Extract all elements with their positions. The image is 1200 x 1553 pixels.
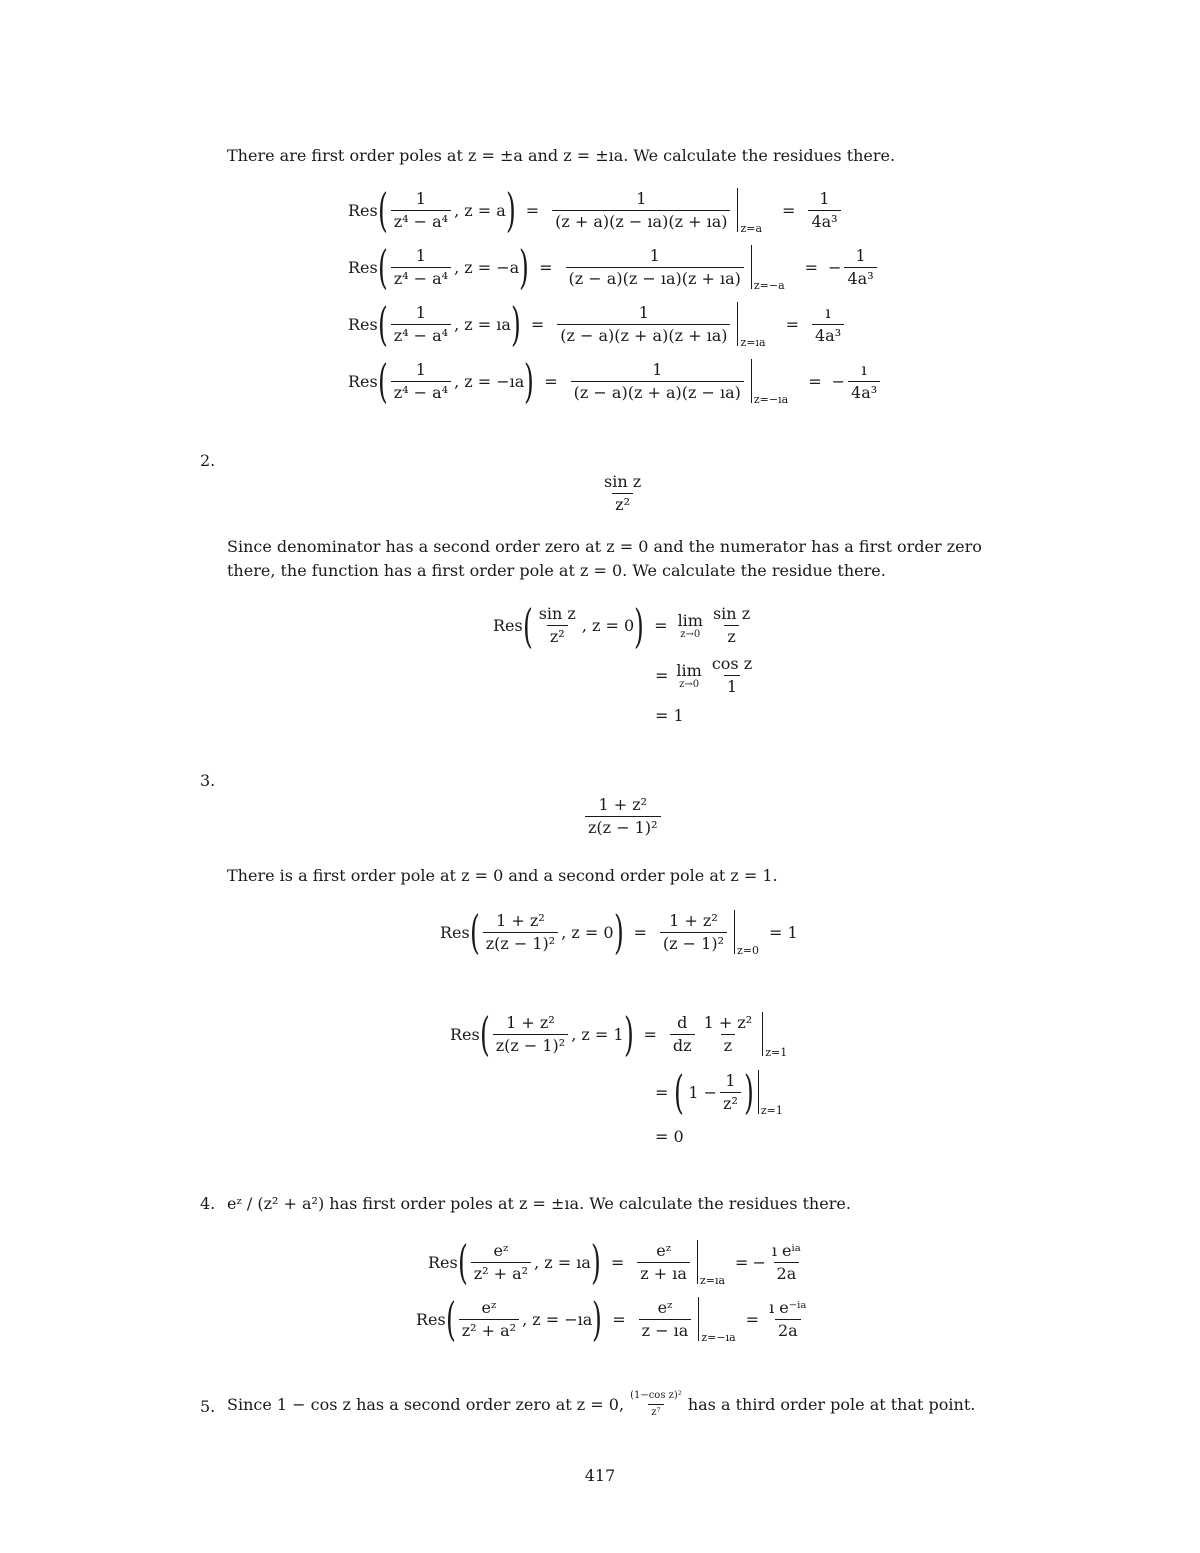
residue-4-row-2: Res ( $\frac{\text{eᶻ}}{\text{z² + a²}}$ , z = −ıa ) = $\frac{\text{eᶻ}}{z - ıa}$ z=−ıa = $\frac{\text{ı e⁻ⁱᵃ}}{2a}$ xyxy=(416,1292,807,1346)
text-4: eᶻ / (z² + a²) has first order poles at z = ±ıa. We calculate the residues there. xyxy=(227,1194,851,1213)
residue-2-row-1: Res ( $\frac{\text{sin z}}{\text{z²}}$ , z = 0 ) = lim z→0 $\frac{\text{sin z}}{z}$ xyxy=(493,598,751,653)
function-3: $\frac{\text{1 + z²}}{\text{z(z − 1)²}}$ xyxy=(582,796,664,837)
res-label: Res xyxy=(348,314,378,334)
residue-row-4: Res ( $\frac{1}{\text{z⁴ − a⁴}}$ , z = −ıa ) = $\frac{1}{(z - a)(z + a)(z - ıa)}$ z=−ıa = − $\frac{ı}{\text{4a³}}$ xyxy=(348,359,883,403)
residue-3a-row: Res ( $\frac{\text{1 + z²}}{\text{z(z − 1)²}}$ , z = 0 ) = $\frac{\text{1 + z²}}{\text{(z − 1)²}}$ z=0 = 1 xyxy=(440,905,798,959)
residue-3b-result: = 0 xyxy=(655,1127,684,1146)
residue-2-result: = 1 xyxy=(655,706,684,725)
residue-row-2: Res ( $\frac{1}{\text{z⁴ − a⁴}}$ , z = −a ) = $\frac{1}{(z - a)(z - ıa)(z + ıa)}$ z=−a = − $\frac{1}{\text{4a³}}$ xyxy=(348,245,880,289)
text-5: Since 1 − cos z has a second order zero at z = 0, $\frac{\text{(1−cos z)²}}{\text{z⁷}}$ has a third order pole at that point. xyxy=(227,1390,976,1418)
text-3: There is a first order pole at z = 0 and a second order pole at z = 1. xyxy=(227,866,778,885)
res-label: Res xyxy=(348,371,378,391)
residue-4-row-1: Res ( $\frac{\text{eᶻ}}{\text{z² + a²}}$ , z = ıa ) = $\frac{\text{eᶻ}}{z + ıa}$ z=ıa = − $\frac{\text{ı eⁱᵃ}}{2a}$ xyxy=(428,1235,801,1289)
text-2a: Since denominator has a second order zero at z = 0 and the numerator has a first order zero xyxy=(227,537,982,556)
residue-3b-row-1: Res ( $\frac{\text{1 + z²}}{\text{z(z − 1)²}}$ , z = 1 ) = $\frac{d}{dz}$ $\frac{\text{1 + z²}}{z}$ z=1 xyxy=(450,1007,788,1061)
function-2: $\frac{\text{sin z}}{\text{z²}}$ xyxy=(604,472,642,514)
item-number-2: 2. xyxy=(200,451,216,470)
residue-3b-row-2: = ( 1 − $\frac{1}{\text{z²}}$ ) z=1 xyxy=(655,1065,783,1119)
res-label: Res xyxy=(348,200,378,220)
residue-row-3: Res ( $\frac{1}{\text{z⁴ − a⁴}}$ , z = ıa ) = $\frac{1}{(z - a)(z + a)(z + ıa)}$ z=ıa = $\frac{ı}{\text{4a³}}$ xyxy=(348,302,847,346)
res-label: Res xyxy=(348,257,378,277)
residue-2-row-2: = lim z→0 $\frac{\text{cos z}}{1}$ xyxy=(655,654,753,696)
residue-row-1: Res ( $\frac{1}{\text{z⁴ − a⁴}}$ , z = a ) = $\frac{1}{(z + a)(z - ıa)(z + ıa)}$ z=a = $\frac{1}{\text{4a³}}$ xyxy=(348,188,844,232)
intro-text: There are first order poles at z = ±a and z = ±ıa. We calculate the residues there. xyxy=(227,146,896,165)
item-number-3: 3. xyxy=(200,771,216,790)
item-number-4: 4. xyxy=(200,1194,216,1213)
item-number-5: 5. xyxy=(200,1397,216,1416)
page-number: 417 xyxy=(584,1466,616,1485)
text-2b: there, the function has a first order pole at z = 0. We calculate the residue there. xyxy=(227,561,886,580)
